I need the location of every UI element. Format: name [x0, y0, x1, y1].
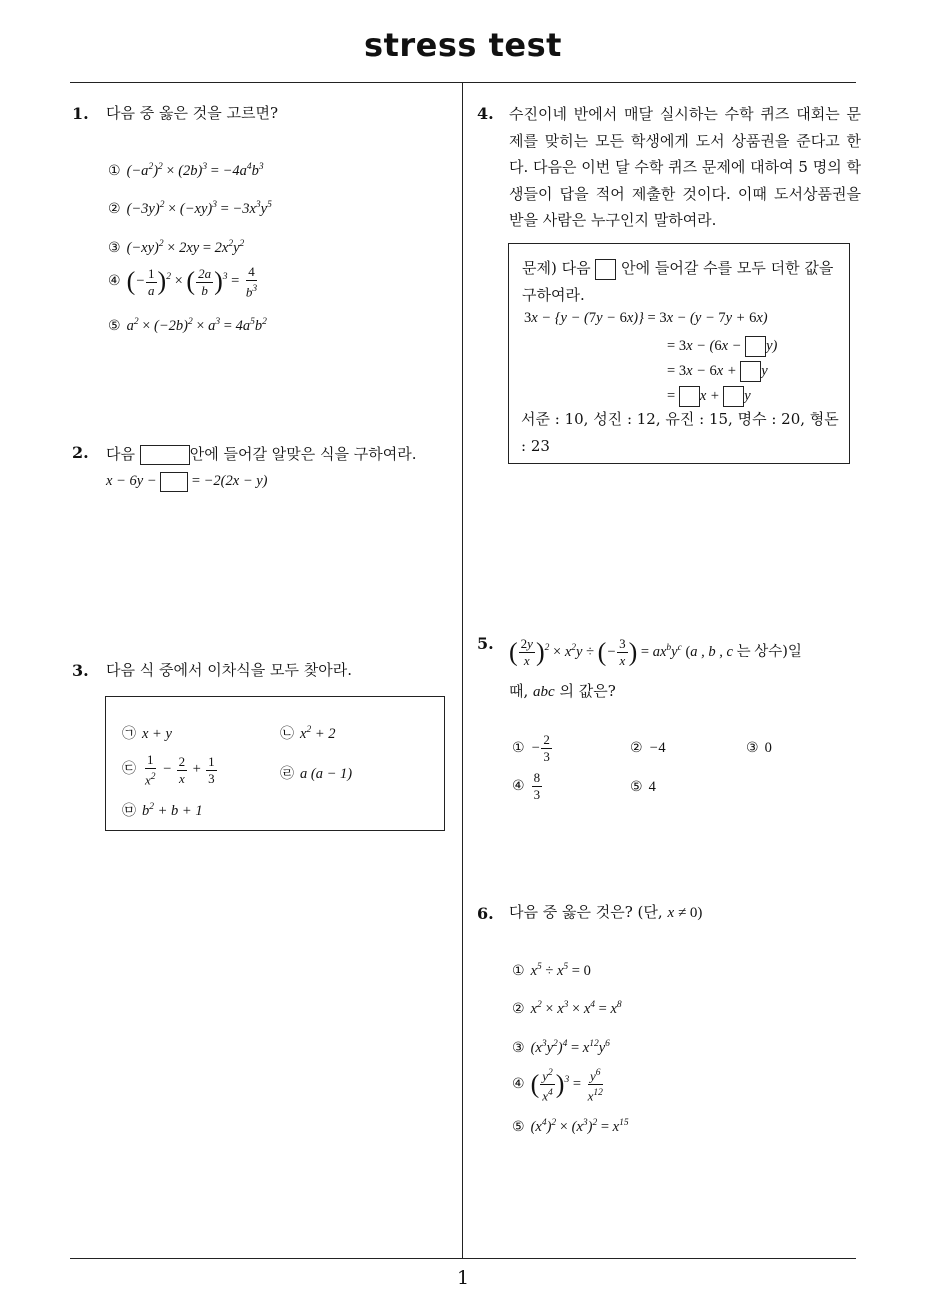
expression-marker: ㉢ [122, 761, 136, 778]
problem-box-line-2: 구하여라. [522, 286, 585, 304]
footer-rule [70, 1258, 856, 1259]
question-6-option-2: ② $x^2 \times x^3 \times x^4 = x^8$ [512, 1000, 622, 1017]
question-2-text-after: 안에 들어갈 알맞은 식을 구하여라. [189, 445, 417, 463]
problem-box-text-before: 문제) 다음 [522, 259, 591, 277]
answer-blank [740, 361, 761, 382]
question-1-option-5: ⑤ $a^2 \times (-2b)^2 \times a^3 = 4a^5b^2$ [108, 317, 267, 334]
column-divider [462, 83, 463, 1259]
problem-box-line-1 [522, 257, 833, 280]
option-marker: ⑤ [630, 779, 643, 795]
expression-d: ㉣ a (a − 1) [280, 766, 353, 782]
question-5-condition: 상수) [754, 643, 788, 660]
expression-marker: ㉣ [280, 766, 294, 782]
question-2-equation: x − 6y − = −2(2x − y) [106, 472, 268, 492]
answer-blank [679, 386, 700, 407]
option-marker: ① [512, 739, 525, 756]
question-5-expression: ( $\frac{2y}{x}$ )$^2 \times x^2y$ ÷ (− $\frac{3}{x}$ ) = $ax^by^c$ (a , b , c 는 상수)일 [509, 636, 802, 668]
derivation-line-1: 3x − {y − (7y − 6x)} = 3x − (y − 7y + 6x) [524, 310, 768, 326]
option-marker: ② [512, 1000, 525, 1017]
expression-b: ㉡ $x^2 + 2$ [280, 725, 336, 742]
answer-blank [160, 472, 188, 492]
question-6-text: 다음 중 옳은 것은? (단, x ≠ 0) [509, 903, 703, 921]
option-marker: ③ [108, 239, 121, 256]
student-answers: 서준 : 10, 성진 : 12, 유진 : 15, 명수 : 20, 형돈 : 23 [521, 410, 839, 455]
page-title: stress test [364, 26, 562, 64]
page-number: 1 [456, 1267, 470, 1289]
option-marker: ③ [512, 1039, 525, 1056]
option-marker: ② [108, 200, 121, 217]
option-marker: ④ [512, 1076, 525, 1093]
question-4-text: 수진이네 반에서 매달 실시하는 수학 퀴즈 대회는 문제를 맞히는 모든 학생에게 도서 상품권을 준다고 한다. 다음은 이번 달 수학 퀴즈 문제에 대하여 5 명의 학생들이 답을 적어 제출한 것이다. 이때 도서상품권을 받을 사람은 누구인지 말하여라. [509, 105, 861, 229]
question-6-number: 6. [477, 904, 494, 923]
question-5-line-2: 때, abc 의 값은? [509, 682, 616, 700]
question-5-option-3: ③ 0 [746, 740, 772, 756]
question-5-option-5: ⑤ 4 [630, 779, 656, 795]
question-1-number: 1. [72, 104, 89, 123]
question-5-tail-3: 의 값은? [559, 682, 616, 700]
question-2-text-before: 다음 [106, 445, 135, 463]
question-6-option-5: ⑤ $(x^4)^2 \times (x^3)^2 = x^{15}$ [512, 1118, 629, 1135]
answer-blank [595, 259, 616, 280]
option-marker: ④ [512, 777, 525, 794]
option-marker: ① [108, 162, 121, 179]
question-6-option-1: ① $x^5 \div x^5 = 0$ [512, 962, 591, 979]
option-marker: ① [512, 962, 525, 979]
answer-blank [723, 386, 744, 407]
question-2-number: 2. [72, 443, 89, 462]
expression-marker: ㉡ [280, 726, 294, 742]
question-5-option-1: ① − $\frac{2}{3}$ [512, 732, 550, 764]
answer-blank [745, 336, 766, 357]
answer-blank [140, 445, 190, 465]
question-1-text: 다음 중 옳은 것을 고르면? [106, 104, 279, 122]
question-5-option-2: ② −4 [630, 740, 666, 756]
question-5-option-4: ④ $\frac{8}{3}$ [512, 770, 541, 802]
question-1-option-4: ④ (− $\frac{1}{a}$ )$^2$ × ( $\frac{2a}{b}$ )$^3$ = $\frac{4}{b^3}$ [108, 264, 258, 300]
question-5-tail-1: 일 [787, 643, 802, 660]
expression-marker: ㉠ [122, 726, 136, 742]
option-marker: ② [630, 740, 643, 756]
question-6-prompt: 다음 중 옳은 것은? (단, [509, 903, 663, 921]
question-3-text: 다음 식 중에서 이차식을 모두 찾아라. [106, 661, 352, 679]
expression-e: ㉤ $b^2 + b + 1$ [122, 802, 203, 819]
derivation-line-3: = 3x − 6x + y [667, 361, 768, 382]
derivation-line-4: = x + y [667, 386, 751, 407]
option-marker: ⑤ [512, 1118, 525, 1135]
question-2-text [106, 442, 416, 467]
question-4-number: 4. [477, 104, 494, 123]
question-6-option-4: ④ ( $\frac{y^2}{x^4}$ )$^3$ = $\frac{y^6}{x^{12}}$ [512, 1065, 606, 1105]
expression-marker: ㉤ [122, 803, 136, 819]
header-rule [70, 82, 856, 83]
option-marker: ④ [108, 273, 121, 290]
question-6-option-3: ③ $(x^3y^2)^4 = x^{12}y^6$ [512, 1039, 610, 1056]
option-marker: ⑤ [108, 317, 121, 334]
question-1-option-2: ② $(-3y)^2 \times (-xy)^3 = -3x^3y^5$ [108, 200, 272, 217]
question-3-number: 3. [72, 661, 89, 680]
option-marker: ③ [746, 740, 759, 756]
question-5-number: 5. [477, 634, 494, 653]
question-1-option-1: ① $(-a^2)^2 \times (2b)^3 = -4a^4b^3$ [108, 162, 264, 179]
question-5-tail-2: 때, [509, 682, 529, 700]
expression-a: ㉠ x + y [122, 726, 172, 742]
derivation-line-2: = 3x − (6x − y) [667, 336, 777, 357]
question-1-option-3: ③ $(-xy)^2 \times 2xy = 2x^2y^2$ [108, 239, 245, 256]
expression-c: ㉢ $\frac{1}{x^2}$ − $\frac{2}{x}$ + $\frac{1}{3}$ [122, 752, 215, 788]
problem-box-text-after: 안에 들어갈 수를 모두 더한 값을 [621, 259, 834, 277]
